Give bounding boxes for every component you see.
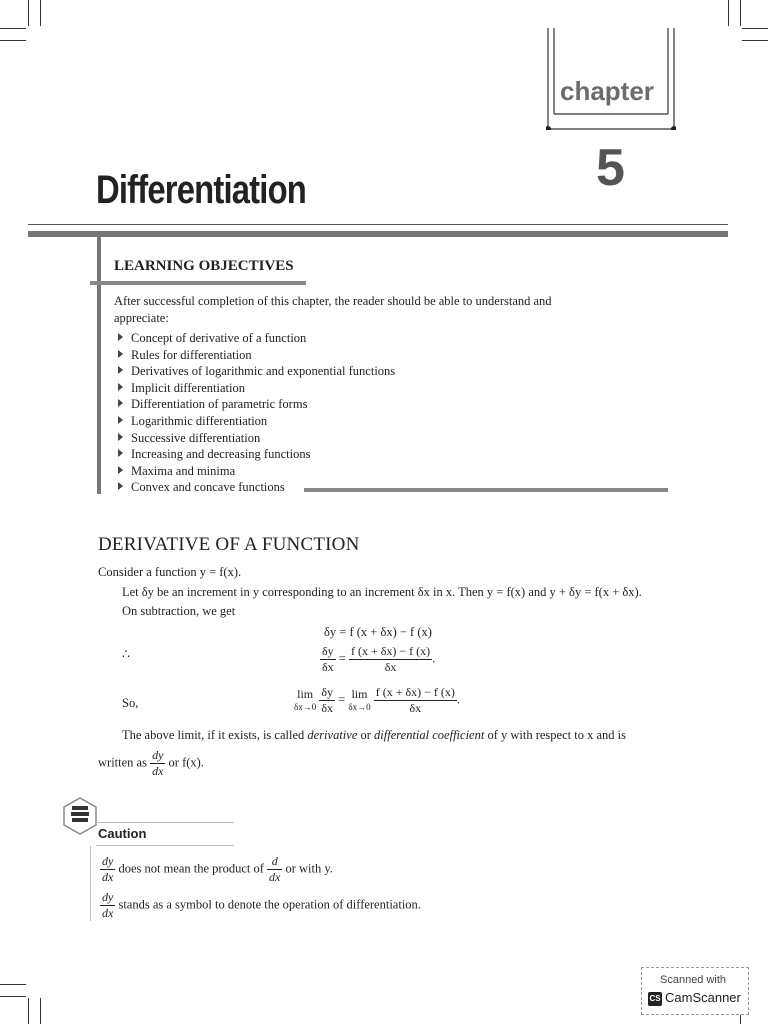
list-item <box>118 463 395 480</box>
limit-operator <box>294 688 316 714</box>
denominator: dx <box>152 764 164 778</box>
list-item-text: Concept of derivative of a function <box>131 331 307 345</box>
paragraph-let: Let δy be an increment in y corresponding to an increment δx in x. Then y = f(x) and y + δy = f(x + δx). <box>122 585 642 599</box>
crop-mark <box>740 0 741 26</box>
list-item <box>118 446 395 463</box>
caution-line-2 <box>100 890 421 921</box>
equation-increment: δy = f (x + δx) − f (x) <box>324 625 432 639</box>
list-item <box>118 413 395 430</box>
equation-quotient <box>320 644 435 675</box>
list-item-text: Derivatives of logarithmic and exponential functions <box>131 364 396 379</box>
denominator: δx <box>322 660 334 674</box>
list-item <box>118 330 395 347</box>
numerator: f (x + δx) − f (x) <box>350 644 431 658</box>
objectives-title-rule <box>90 281 306 285</box>
list-item-text: Maxima and minima <box>131 463 236 478</box>
lim-text: lim <box>351 686 368 701</box>
watermark-caption: Scanned with <box>660 974 727 986</box>
text: does not mean the product of <box>118 861 264 876</box>
crop-mark <box>742 28 768 29</box>
lim-subscript: δx→0 <box>348 701 371 712</box>
crop-mark <box>40 998 41 1024</box>
period: . <box>456 692 461 707</box>
chapter-number: 5 <box>596 139 625 197</box>
fraction <box>319 685 335 716</box>
text: The above limit, if it exists, is called <box>122 728 305 742</box>
text: written as <box>98 755 147 770</box>
text: stands as a symbol to denote the operation of differentiation. <box>118 897 421 912</box>
paragraph-limit <box>122 728 626 743</box>
list-item-text: Increasing and decreasing functions <box>131 447 311 462</box>
list-item <box>118 479 395 496</box>
caution-books-icon <box>60 796 100 836</box>
list-item-text: Implicit differentiation <box>131 380 245 395</box>
numerator: dy <box>102 890 114 904</box>
bullet-triangle-icon <box>118 416 123 424</box>
caution-bottom-rule <box>96 845 234 846</box>
bullet-triangle-icon <box>118 399 123 407</box>
bullet-triangle-icon <box>118 482 123 490</box>
fraction <box>267 854 282 885</box>
crop-mark <box>0 984 26 985</box>
crop-mark <box>728 0 729 26</box>
denominator: δx <box>349 659 432 675</box>
section-title: DERIVATIVE OF A FUNCTION <box>98 534 360 555</box>
text: of y with respect to x and is <box>487 728 626 742</box>
list-item-text: Differentiation of parametric forms <box>131 397 308 412</box>
text: or with y. <box>285 861 333 876</box>
equals-sign: = <box>338 651 346 666</box>
objectives-title: LEARNING OBJECTIVES <box>114 258 294 274</box>
crop-mark <box>28 998 29 1024</box>
crop-mark <box>40 0 41 26</box>
bullet-triangle-icon <box>118 350 123 358</box>
paragraph-subtraction: On subtraction, we get <box>122 604 236 618</box>
page-title: Differentiation <box>96 168 307 212</box>
bullet-triangle-icon <box>118 366 123 374</box>
bullet-triangle-icon <box>118 466 123 474</box>
list-item <box>118 380 395 397</box>
fraction <box>150 748 165 779</box>
bullet-triangle-icon <box>118 383 123 391</box>
objectives-list <box>118 330 395 496</box>
equals-sign: = <box>338 692 346 707</box>
so-label: So, <box>122 696 139 710</box>
therefore-symbol: ∴ <box>122 647 130 661</box>
fraction <box>100 854 115 885</box>
numerator: dy <box>102 854 114 868</box>
crop-mark <box>742 40 768 41</box>
fraction <box>100 890 115 921</box>
numerator: dy <box>152 748 164 762</box>
denominator: δx <box>374 700 457 716</box>
watermark-app-name: CamScanner <box>665 990 741 1005</box>
fraction <box>374 685 457 716</box>
bullet-triangle-icon <box>118 433 123 441</box>
list-item-text: Convex and concave functions <box>131 480 285 495</box>
crop-mark <box>0 28 26 29</box>
paragraph-written-as <box>98 748 204 779</box>
list-item-text: Logarithmic differentiation <box>131 413 268 428</box>
crop-mark <box>0 40 26 41</box>
text: or f(x). <box>168 755 204 770</box>
term-derivative: derivative <box>307 728 358 742</box>
numerator: f (x + δx) − f (x) <box>375 685 455 699</box>
paragraph-consider: Consider a function y = f(x). <box>98 565 242 579</box>
crop-mark <box>0 996 26 997</box>
list-item <box>118 430 395 447</box>
objectives-intro-line: appreciate: <box>114 311 169 325</box>
denominator: δx <box>321 701 334 715</box>
numerator: d <box>271 854 278 868</box>
list-item <box>118 363 395 380</box>
camscanner-watermark <box>641 967 749 1015</box>
crop-mark <box>28 0 29 26</box>
denominator: dx <box>269 870 281 884</box>
caution-side-rule <box>90 846 91 921</box>
text: or <box>360 728 371 742</box>
list-item-text: Successive differentiation <box>131 430 261 445</box>
list-item <box>118 396 395 413</box>
period: . <box>432 651 436 666</box>
list-item <box>118 347 395 364</box>
denominator: dx <box>102 870 114 884</box>
title-rule <box>28 224 728 225</box>
camscanner-logo-icon: CS <box>648 992 662 1006</box>
denominator: dx <box>102 906 114 920</box>
caution-title: Caution <box>98 826 147 841</box>
fraction <box>320 644 336 675</box>
lim-subscript: δx→0 <box>294 701 317 712</box>
numerator: δy <box>322 644 334 658</box>
list-item-text: Rules for differentiation <box>131 347 252 362</box>
objectives-intro-line: After successful completion of this chapter, the reader should be able to understand and <box>114 294 552 308</box>
thick-rule <box>28 231 728 237</box>
limit-operator <box>348 688 370 714</box>
chapter-label: chapter <box>560 76 654 106</box>
equation-limit <box>294 685 460 716</box>
objectives-side-bar <box>97 237 101 494</box>
objectives-intro <box>114 293 594 327</box>
term-differential-coefficient: differential coefficient <box>374 728 485 742</box>
caution-top-rule <box>96 822 234 823</box>
bullet-triangle-icon <box>118 449 123 457</box>
bullet-triangle-icon <box>118 333 123 341</box>
caution-line-1 <box>100 854 333 885</box>
numerator: δy <box>321 685 334 699</box>
fraction <box>349 644 432 675</box>
lim-text: lim <box>297 686 314 701</box>
